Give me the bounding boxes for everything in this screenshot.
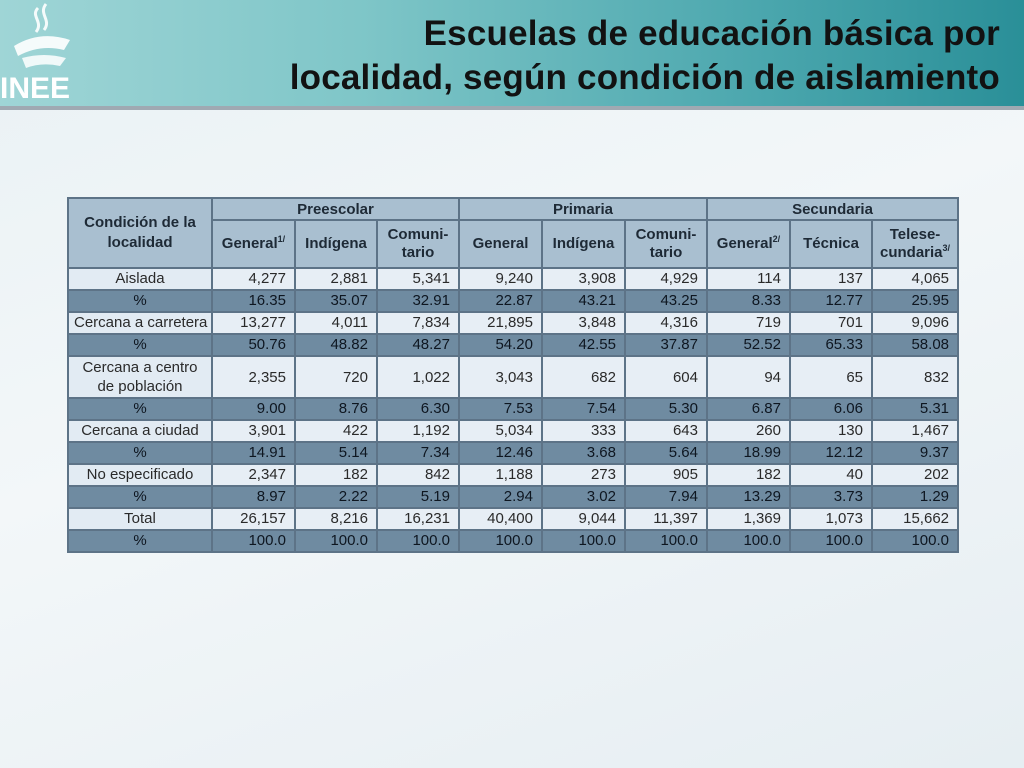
column-header: Técnica <box>790 220 872 268</box>
table-cell: 9.00 <box>212 398 295 420</box>
svg-text:INEE: INEE <box>0 72 71 104</box>
table-cell: 182 <box>707 464 790 486</box>
table-cell: 12.12 <box>790 442 872 464</box>
count-row <box>68 464 958 486</box>
percent-row <box>68 486 958 508</box>
table-cell: 14.91 <box>212 442 295 464</box>
table-cell: 100.0 <box>377 530 459 552</box>
table-cell: 4,277 <box>212 268 295 290</box>
percent-row <box>68 334 958 356</box>
table-cell: 905 <box>625 464 707 486</box>
table-cell: 6.06 <box>790 398 872 420</box>
table-cell: 260 <box>707 420 790 442</box>
table-cell: 58.08 <box>872 334 958 356</box>
table-cell: 13.29 <box>707 486 790 508</box>
corner-header: Condición de la localidad <box>68 198 212 268</box>
table-cell: 11,397 <box>625 508 707 530</box>
table-cell: 3.68 <box>542 442 625 464</box>
table-cell: 3,848 <box>542 312 625 334</box>
table-cell: 9.37 <box>872 442 958 464</box>
table-cell: 32.91 <box>377 290 459 312</box>
group-header-secundaria: Secundaria <box>707 198 958 220</box>
table-cell: 100.0 <box>707 530 790 552</box>
table-cell: 22.87 <box>459 290 542 312</box>
table-cell: 5.64 <box>625 442 707 464</box>
row-label: % <box>68 334 212 356</box>
row-label: % <box>68 290 212 312</box>
table-cell: 12.46 <box>459 442 542 464</box>
row-label: % <box>68 398 212 420</box>
table-cell: 54.20 <box>459 334 542 356</box>
percent-row <box>68 530 958 552</box>
table-cell: 5.14 <box>295 442 377 464</box>
table-cell: 3.02 <box>542 486 625 508</box>
table-cell: 35.07 <box>295 290 377 312</box>
table-cell: 3.73 <box>790 486 872 508</box>
row-label: No especificado <box>68 464 212 486</box>
column-header: Telese- cundaria$^{3/}$ <box>872 220 958 268</box>
schools-table <box>67 197 959 553</box>
table-cell: 43.25 <box>625 290 707 312</box>
table-cell: 40 <box>790 464 872 486</box>
table-cell: 333 <box>542 420 625 442</box>
table-cell: 8,216 <box>295 508 377 530</box>
table-cell: 3,908 <box>542 268 625 290</box>
percent-row <box>68 398 958 420</box>
table-cell: 4,011 <box>295 312 377 334</box>
table-cell: 643 <box>625 420 707 442</box>
column-header: General <box>459 220 542 268</box>
table-cell: 5.30 <box>625 398 707 420</box>
table-cell: 720 <box>295 356 377 398</box>
table-cell: 100.0 <box>872 530 958 552</box>
table-cell: 50.76 <box>212 334 295 356</box>
table-cell: 7,834 <box>377 312 459 334</box>
table-cell: 100.0 <box>790 530 872 552</box>
table-cell: 422 <box>295 420 377 442</box>
column-header: General$^{2/}$ <box>707 220 790 268</box>
table-cell: 42.55 <box>542 334 625 356</box>
table-body <box>68 268 958 552</box>
table-cell: 137 <box>790 268 872 290</box>
table-cell: 100.0 <box>542 530 625 552</box>
table-cell: 2,355 <box>212 356 295 398</box>
table-cell: 7.53 <box>459 398 542 420</box>
table-cell: 7.94 <box>625 486 707 508</box>
row-label: Cercana a carretera <box>68 312 212 334</box>
table-cell: 1,073 <box>790 508 872 530</box>
table-cell: 719 <box>707 312 790 334</box>
table-cell: 16,231 <box>377 508 459 530</box>
group-header-preescolar: Preescolar <box>212 198 459 220</box>
table-cell: 9,240 <box>459 268 542 290</box>
table-cell: 48.27 <box>377 334 459 356</box>
table-cell: 65 <box>790 356 872 398</box>
table-cell: 4,316 <box>625 312 707 334</box>
table-cell: 16.35 <box>212 290 295 312</box>
table-cell: 12.77 <box>790 290 872 312</box>
table-cell: 15,662 <box>872 508 958 530</box>
table-cell: 9,096 <box>872 312 958 334</box>
table-cell: 65.33 <box>790 334 872 356</box>
table-cell: 2.22 <box>295 486 377 508</box>
row-label: Cercana a ciudad <box>68 420 212 442</box>
table-cell: 682 <box>542 356 625 398</box>
percent-row <box>68 442 958 464</box>
slide-header <box>0 0 1024 106</box>
table-cell: 604 <box>625 356 707 398</box>
row-label: % <box>68 530 212 552</box>
table-cell: 94 <box>707 356 790 398</box>
table-cell: 100.0 <box>295 530 377 552</box>
table-cell: 100.0 <box>459 530 542 552</box>
table-cell: 202 <box>872 464 958 486</box>
percent-row <box>68 290 958 312</box>
title-line-1: Escuelas de educación básica por <box>423 14 1000 53</box>
table-cell: 1.29 <box>872 486 958 508</box>
table-cell: 25.95 <box>872 290 958 312</box>
group-header-row <box>68 198 958 220</box>
table-cell: 832 <box>872 356 958 398</box>
table-cell: 2.94 <box>459 486 542 508</box>
table-cell: 4,929 <box>625 268 707 290</box>
count-row <box>68 420 958 442</box>
table-cell: 40,400 <box>459 508 542 530</box>
table-cell: 5,034 <box>459 420 542 442</box>
table-cell: 1,369 <box>707 508 790 530</box>
table-cell: 701 <box>790 312 872 334</box>
column-header: General$^{1/}$ <box>212 220 295 268</box>
table-cell: 2,881 <box>295 268 377 290</box>
inee-logo-icon <box>0 0 100 104</box>
table-cell: 3,901 <box>212 420 295 442</box>
table-cell: 842 <box>377 464 459 486</box>
table-cell: 9,044 <box>542 508 625 530</box>
table-cell: 21,895 <box>459 312 542 334</box>
table-cell: 100.0 <box>212 530 295 552</box>
table-cell: 1,188 <box>459 464 542 486</box>
table-cell: 100.0 <box>625 530 707 552</box>
table-cell: 13,277 <box>212 312 295 334</box>
row-label: Total <box>68 508 212 530</box>
row-label: % <box>68 442 212 464</box>
group-header-primaria: Primaria <box>459 198 707 220</box>
table-cell: 1,022 <box>377 356 459 398</box>
table-cell: 48.82 <box>295 334 377 356</box>
column-header: Comuni- tario <box>625 220 707 268</box>
count-row <box>68 268 958 290</box>
table-cell: 130 <box>790 420 872 442</box>
table-cell: 3,043 <box>459 356 542 398</box>
table-cell: 5,341 <box>377 268 459 290</box>
row-label: Aislada <box>68 268 212 290</box>
table-cell: 6.87 <box>707 398 790 420</box>
table-cell: 5.31 <box>872 398 958 420</box>
table-cell: 1,192 <box>377 420 459 442</box>
row-label: Cercana a centro de población <box>68 356 212 398</box>
table-cell: 37.87 <box>625 334 707 356</box>
table-cell: 5.19 <box>377 486 459 508</box>
table-cell: 1,467 <box>872 420 958 442</box>
table-cell: 6.30 <box>377 398 459 420</box>
table-cell: 26,157 <box>212 508 295 530</box>
table-cell: 4,065 <box>872 268 958 290</box>
table-cell: 8.33 <box>707 290 790 312</box>
table-cell: 43.21 <box>542 290 625 312</box>
slide-title <box>100 12 1000 100</box>
table-cell: 182 <box>295 464 377 486</box>
title-line-2: localidad, según condición de aislamiento <box>289 58 1000 97</box>
column-header: Indígena <box>295 220 377 268</box>
table-cell: 52.52 <box>707 334 790 356</box>
table-cell: 114 <box>707 268 790 290</box>
header-divider <box>0 106 1024 110</box>
count-row <box>68 356 958 398</box>
column-header: Indígena <box>542 220 625 268</box>
table-cell: 273 <box>542 464 625 486</box>
count-row <box>68 508 958 530</box>
table-cell: 2,347 <box>212 464 295 486</box>
table-cell: 7.54 <box>542 398 625 420</box>
table-cell: 8.97 <box>212 486 295 508</box>
row-label: % <box>68 486 212 508</box>
table-cell: 7.34 <box>377 442 459 464</box>
column-header: Comuni- tario <box>377 220 459 268</box>
count-row <box>68 312 958 334</box>
table-cell: 18.99 <box>707 442 790 464</box>
table-cell: 8.76 <box>295 398 377 420</box>
